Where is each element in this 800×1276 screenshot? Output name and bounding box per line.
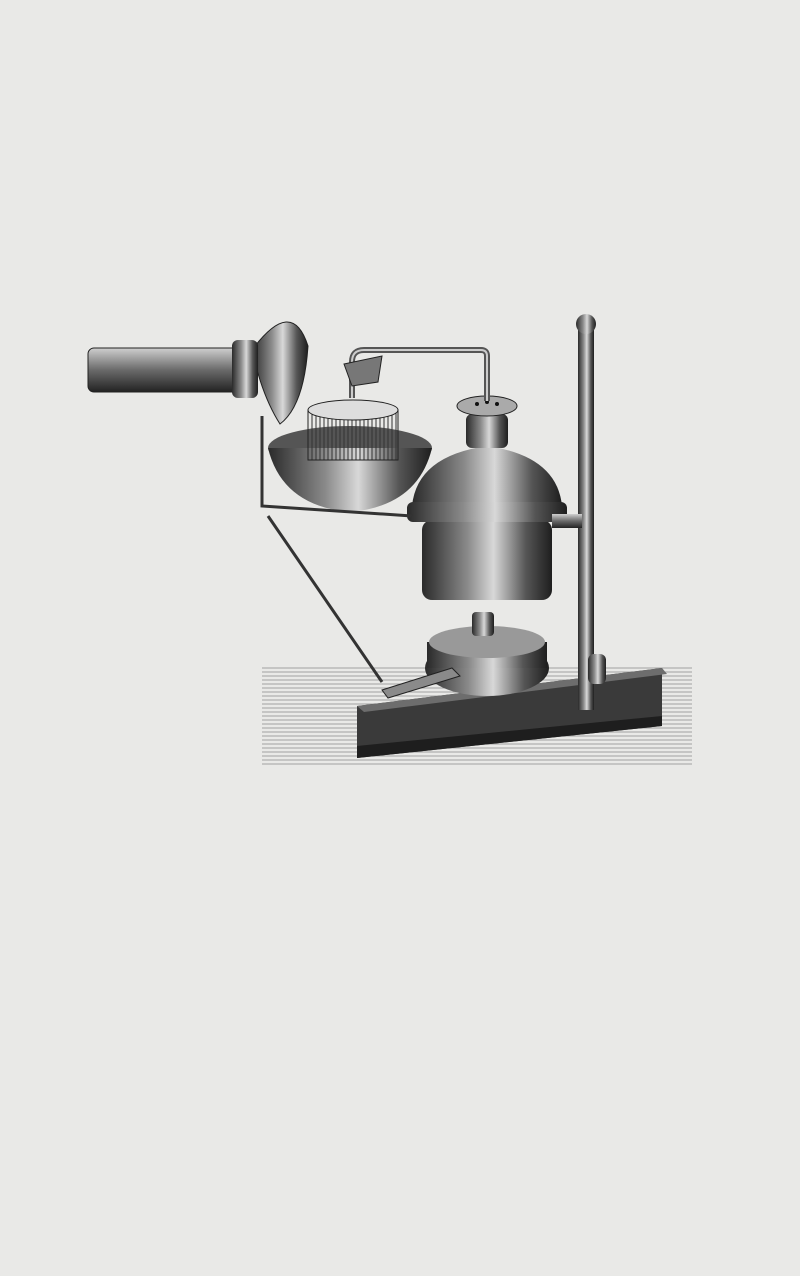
boiler-dome bbox=[412, 446, 562, 506]
inhaler-illustration bbox=[82, 306, 702, 776]
lamp-wick bbox=[472, 612, 494, 636]
rod-knob bbox=[576, 314, 596, 334]
mouthpiece-tube bbox=[88, 348, 238, 392]
running-header bbox=[80, 104, 720, 128]
page-footer bbox=[100, 1187, 660, 1207]
boiler-lower bbox=[422, 520, 552, 600]
mouthpiece-cone bbox=[252, 322, 308, 424]
figure-siegel-inhaler bbox=[82, 306, 702, 776]
